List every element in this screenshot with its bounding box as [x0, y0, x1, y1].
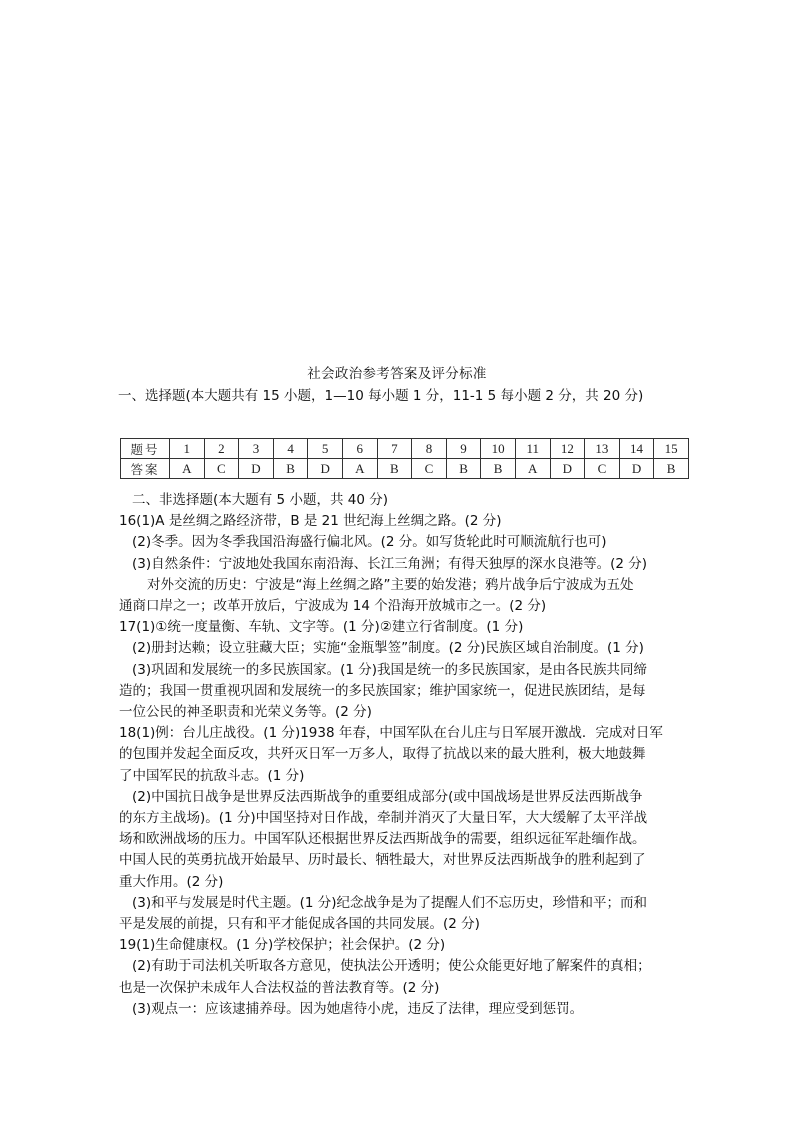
- answer-line: (3)自然条件：宁波地处我国东南沿海、长江三角洲；有得天独厚的深水良港等。(2 分): [132, 555, 648, 572]
- answer-body: [119, 490, 679, 1020]
- cell-number: 6: [342, 439, 377, 459]
- answer-line: (3)巩固和发展统一的多民族国家。(1 分)我国是统一的多民族国家，是由各民族共同缔: [132, 661, 648, 678]
- table-row-answers: [121, 459, 689, 479]
- answer-line: 一位公民的神圣职责和光荣义务等。(2 分): [119, 704, 372, 721]
- cell-answer: B: [273, 459, 308, 479]
- cell-answer: B: [481, 459, 516, 479]
- cell-answer: A: [342, 459, 377, 479]
- row-label-number: 题号: [121, 439, 170, 459]
- cell-number: 9: [446, 439, 481, 459]
- cell-answer: B: [377, 459, 412, 479]
- answer-line: 造的；我国一贯重视巩固和发展统一的多民族国家；维护国家统一，促进民族团结，是每: [119, 682, 646, 699]
- cell-answer: B: [654, 459, 689, 479]
- answer-line: 通商口岸之一；改革开放后，宁波成为 14 个沿海开放城市之一。(2 分): [119, 598, 547, 615]
- table-row-numbers: [121, 439, 689, 459]
- answer-line: 对外交流的历史：宁波是“海上丝绸之路”主要的始发港；鸦片战争后宁波成为五处: [147, 576, 634, 593]
- answer-line: 场和欧洲战场的压力。中国军队还根据世界反法西斯战争的需要，组织远征军赴缅作战。: [119, 831, 646, 848]
- answer-line: 17(1)①统一度量衡、车轨、文字等。(1 分)②建立行省制度。(1 分): [119, 619, 524, 636]
- cell-number: 3: [239, 439, 274, 459]
- answer-line: 18(1)例：台儿庄战役。(1 分)1938 年春，中国军队在台儿庄与日军展开激战．完成对日军: [119, 725, 663, 742]
- cell-number: 8: [412, 439, 447, 459]
- cell-number: 7: [377, 439, 412, 459]
- cell-answer: D: [619, 459, 654, 479]
- cell-number: 10: [481, 439, 516, 459]
- cell-number: 13: [585, 439, 620, 459]
- cell-answer: C: [585, 459, 620, 479]
- cell-answer: D: [239, 459, 274, 479]
- cell-answer: A: [170, 459, 205, 479]
- cell-answer: D: [308, 459, 343, 479]
- cell-number: 14: [619, 439, 654, 459]
- cell-answer: C: [204, 459, 239, 479]
- answer-line: (2)中国抗日战争是世界反法西斯战争的重要组成部分(或中国战场是世界反法西斯战争: [132, 788, 643, 805]
- cell-number: 11: [515, 439, 550, 459]
- answer-line: (3)和平与发展是时代主题。(1 分)纪念战争是为了提醒人们不忘历史，珍惜和平；而和: [132, 894, 648, 911]
- document-title: 社会政治参考答案及评分标准: [307, 366, 487, 382]
- cell-number: 1: [170, 439, 205, 459]
- section1-heading: 一、选择题(本大题共有 15 小题，1—10 每小题 1 分，11-1 5 每小题 2 分，共 20 分): [118, 388, 644, 404]
- section2-heading: 二、非选择题(本大题有 5 小题，共 40 分): [132, 492, 388, 508]
- cell-answer: A: [515, 459, 550, 479]
- cell-answer: C: [412, 459, 447, 479]
- answer-line: (3)观点一：应该逮捕养母。因为她虐待小虎，违反了法律，理应受到惩罚。: [132, 1000, 584, 1017]
- answer-line: 也是一次保护未成年人合法权益的普法教育等。(2 分): [119, 979, 440, 996]
- answer-line: 中国人民的英勇抗战开始最早、历时最长、牺牲最大，对世界反法西斯战争的胜利起到了: [119, 852, 646, 869]
- answer-line: 平是发展的前提，只有和平才能促成各国的共同发展。(2 分): [119, 916, 480, 933]
- answer-line: (2)冬季。因为冬季我国沿海盛行偏北风。(2 分。如写货轮此时可顺流航行也可): [132, 534, 607, 551]
- cell-number: 2: [204, 439, 239, 459]
- answer-line: 16(1)A 是丝绸之路经济带，B 是 21 世纪海上丝绸之路。(2 分): [119, 513, 502, 530]
- cell-number: 4: [273, 439, 308, 459]
- cell-number: 12: [550, 439, 585, 459]
- answer-line: 的包围并发起全面反攻，共歼灭日军一万多人，取得了抗战以来的最大胜利，极大地鼓舞: [119, 746, 646, 763]
- cell-answer: D: [550, 459, 585, 479]
- answer-line: (2)册封达赖；设立驻藏大臣；实施“金瓶掣签”制度。(2 分)民族区域自治制度。(1 分): [132, 640, 644, 657]
- answer-line: 的东方主战场)。(1 分)中国坚持对日作战，牵制并消灭了大量日军，大大缓解了太平洋战: [119, 810, 648, 827]
- answer-line: (2)有助于司法机关听取各方意见，使执法公开透明；使公众能更好地了解案件的真相；: [132, 958, 651, 975]
- answer-line: 19(1)生命健康权。(1 分)学校保护；社会保护。(2 分): [119, 937, 446, 954]
- cell-number: 15: [654, 439, 689, 459]
- answer-line: 了中国军民的抗敌斗志。(1 分): [119, 767, 305, 784]
- cell-number: 5: [308, 439, 343, 459]
- answer-line: 重大作用。(2 分): [119, 873, 224, 890]
- row-label-answer: 答案: [121, 459, 170, 479]
- answer-table: [120, 438, 689, 479]
- cell-answer: B: [446, 459, 481, 479]
